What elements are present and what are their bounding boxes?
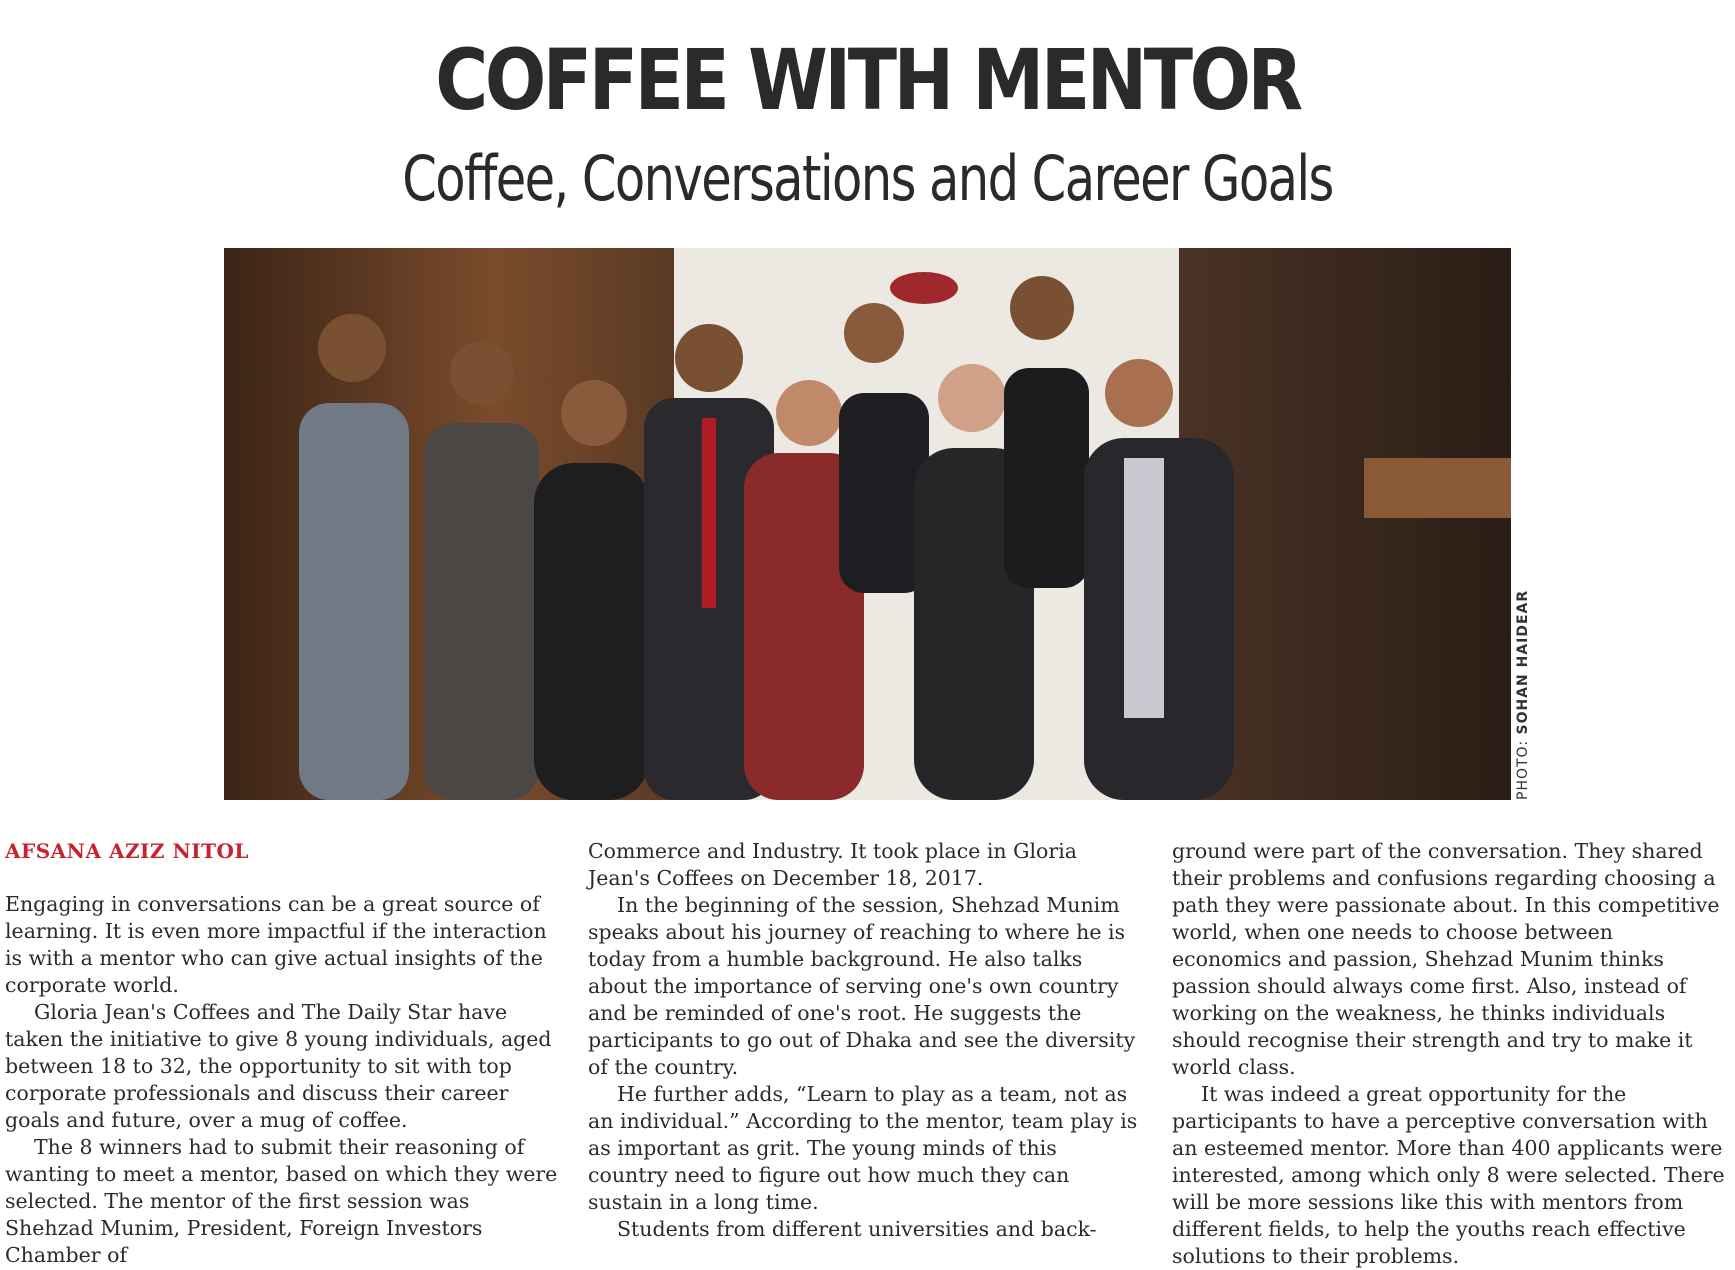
- photo-credit-name: SOHAN HAIDEAR: [1515, 589, 1531, 735]
- paragraph-6-start: Students from different universities and back-: [617, 1217, 1097, 1241]
- group-photo-illustration: [224, 248, 1511, 800]
- article-column-3: [1172, 838, 1727, 1270]
- paragraph-6-end: ground were part of the conversation. They shared their problems and confusions regarding choosing a path they were passionate about. In this competitive world, when one needs to choose between economics and passion, Shehzad Munim thinks passion should always come first. Also, instead of working on the weakness, he thinks individuals should recognise their strength and try to make it world class.: [1172, 839, 1720, 1079]
- paragraph-5: He further adds, “Learn to play as a team, not as an individual.” According to the mentor, team play is as important as grit. The young minds of this country need to figure out how much they can sustain in a long time.: [588, 1082, 1138, 1214]
- paragraph-3-start: The 8 winners had to submit their reasoning of wanting to meet a mentor, based on which they were selected. The mentor of the first session was Shehzad Munim, President, Foreign Investors Chamber of: [5, 1135, 558, 1267]
- byline: AFSANA AZIZ NITOL: [5, 839, 249, 863]
- photo-credit-label: PHOTO:: [1515, 739, 1531, 800]
- group-photo: [224, 248, 1511, 800]
- paragraph-4: In the beginning of the session, Shehzad Munim speaks about his journey of reaching to where he is today from a humble background. He also talks about the importance of serving one's own country and be reminded of one's root. He suggests the participants to go out of Dhaka and see the diversity of the country.: [588, 893, 1136, 1079]
- paragraph-1: Engaging in conversations can be a great source of learning. It is even more impactful if the interaction is with a mentor who can give actual insights of the corporate world.: [5, 892, 547, 997]
- photo-credit: [1515, 590, 1531, 800]
- paragraph-7: It was indeed a great opportunity for the participants to have a perceptive conversation with an esteemed mentor. More than 400 applicants were interested, among which only 8 were selected. There will be more sessions like this with mentors from different fields, to help the youths reach effective solutions to their problems.: [1172, 1082, 1725, 1268]
- headline: COFFEE WITH MENTOR: [435, 31, 1300, 129]
- paragraph-3-end: Commerce and Industry. It took place in Gloria Jean's Coffees on December 18, 2017.: [588, 839, 1077, 890]
- paragraph-2: Gloria Jean's Coffees and The Daily Star have taken the initiative to give 8 young individuals, aged between 18 to 32, the opportunity to sit with top corporate professionals and discuss their career goals and future, over a mug of coffee.: [5, 1000, 552, 1132]
- article-column-1: [5, 838, 560, 1269]
- article-column-2: [588, 838, 1143, 1243]
- subheadline: Coffee, Conversations and Career Goals: [402, 142, 1333, 215]
